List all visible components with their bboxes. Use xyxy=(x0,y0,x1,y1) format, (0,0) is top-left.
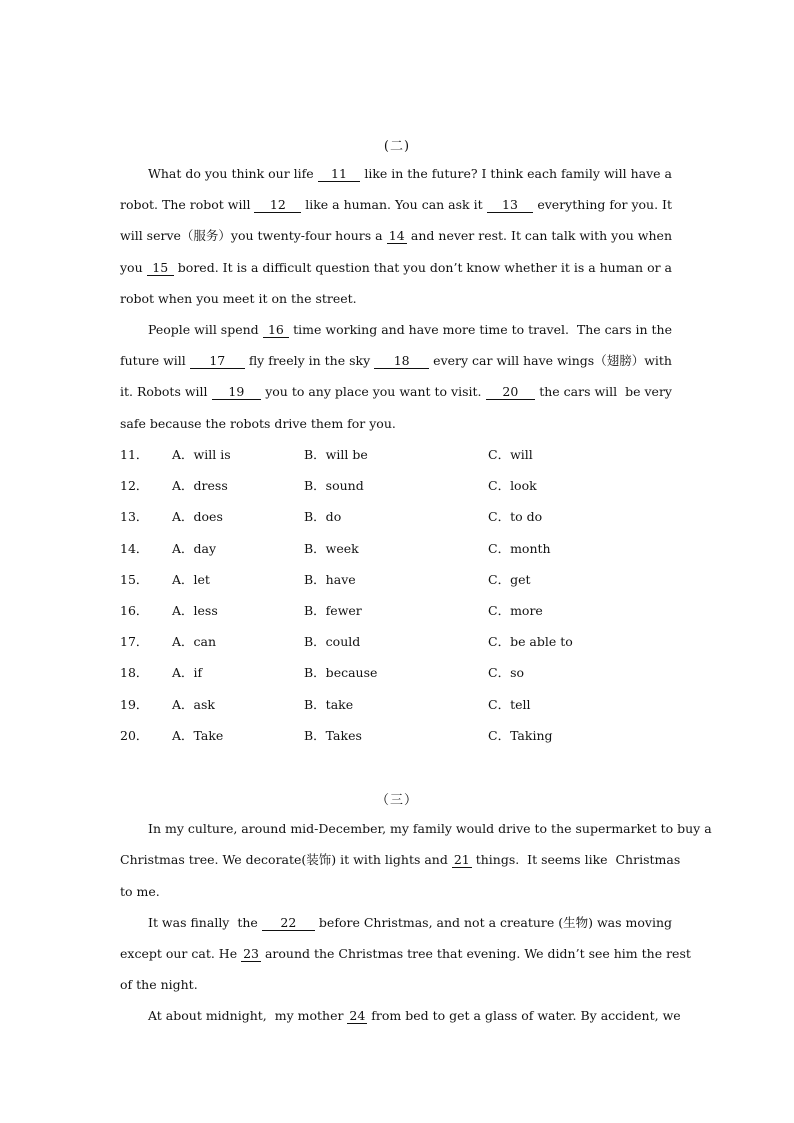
question-row xyxy=(120,509,680,525)
text-segment: time working and have more time to travel. The cars in the xyxy=(289,322,672,337)
s2-line-4 xyxy=(120,260,672,276)
s3-line-2 xyxy=(120,852,681,868)
text-segment: before Christmas, and not a creature (生物) was moving xyxy=(314,915,672,930)
question-row xyxy=(120,478,680,494)
answer-blank[interactable]: 17 xyxy=(190,354,245,369)
text-segment: every car will have wings（翅膀）with xyxy=(429,353,672,368)
option-c[interactable]: C．get xyxy=(488,572,531,587)
question-row xyxy=(120,572,680,588)
text-segment: like in the future? I think each family will have a xyxy=(360,166,672,181)
option-b[interactable]: B．take xyxy=(304,697,354,712)
question-row xyxy=(120,634,680,650)
answer-blank[interactable]: 15 xyxy=(147,261,174,276)
option-c[interactable]: C．to do xyxy=(488,509,543,524)
option-c[interactable]: C．so xyxy=(488,665,525,680)
s3-line-3 xyxy=(120,884,672,900)
option-b[interactable]: B．week xyxy=(304,541,359,556)
answer-blank[interactable]: 18 xyxy=(374,354,429,369)
text-segment: future will xyxy=(120,353,190,368)
text-segment: everything for you. It xyxy=(533,197,672,212)
option-a[interactable]: A．Take xyxy=(172,728,224,743)
option-c[interactable]: C．look xyxy=(488,478,537,493)
option-a[interactable]: A．let xyxy=(172,572,210,587)
answer-blank[interactable]: 23 xyxy=(243,946,259,961)
text-segment: from bed to get a glass of water. By accident, we xyxy=(367,1008,681,1023)
answer-blank[interactable]: 22 xyxy=(262,916,315,931)
s2-line-2 xyxy=(120,197,672,213)
question-row xyxy=(120,447,680,463)
option-b[interactable]: B．have xyxy=(304,572,356,587)
option-c[interactable]: C．month xyxy=(488,541,551,556)
option-a[interactable]: A．can xyxy=(172,634,217,649)
option-c[interactable]: C．tell xyxy=(488,697,531,712)
text-segment: and never rest. It can talk with you when xyxy=(406,228,672,243)
question-row xyxy=(120,541,680,557)
option-b[interactable]: B．could xyxy=(304,634,361,649)
s2-line-6 xyxy=(148,322,672,338)
text-segment: What do you think our life xyxy=(148,166,318,181)
s3-line-4 xyxy=(148,915,672,931)
option-b[interactable]: B．Takes xyxy=(304,728,362,743)
section-2-title: (二) xyxy=(383,139,411,154)
text-segment: robot. The robot will xyxy=(120,197,255,212)
option-a[interactable]: A．dress xyxy=(172,478,228,493)
text-segment: fly freely in the sky xyxy=(244,353,375,368)
option-b[interactable]: B．fewer xyxy=(304,603,362,618)
question-number: 18． xyxy=(120,665,149,680)
option-b[interactable]: B．sound xyxy=(304,478,364,493)
question-number: 12． xyxy=(120,478,149,493)
option-c[interactable]: C．be able to xyxy=(488,634,573,649)
text-segment: except our cat. He xyxy=(120,946,242,961)
option-a[interactable]: A．does xyxy=(172,509,223,524)
text-segment: robot when you meet it on the street. xyxy=(120,291,357,306)
section-3-title: （三） xyxy=(375,793,418,808)
s2-line-1 xyxy=(148,166,672,182)
question-number: 13． xyxy=(120,509,149,524)
answer-blank[interactable]: 16 xyxy=(263,323,290,338)
text-segment: you xyxy=(120,260,147,275)
answer-blank[interactable]: 11 xyxy=(318,167,361,182)
s2-line-7 xyxy=(120,353,672,369)
answer-blank[interactable]: 24 xyxy=(349,1008,366,1023)
s2-line-8 xyxy=(120,384,672,400)
s3-line-5 xyxy=(120,946,691,962)
option-b[interactable]: B．because xyxy=(304,665,378,680)
question-row xyxy=(120,728,680,744)
option-a[interactable]: A．will is xyxy=(172,447,231,462)
text-segment: People will spend xyxy=(148,322,263,337)
s2-line-3 xyxy=(120,228,672,244)
text-segment: the cars will be very xyxy=(535,384,672,399)
question-number: 11． xyxy=(120,447,149,462)
question-number: 17． xyxy=(120,634,149,649)
option-b[interactable]: B．do xyxy=(304,509,342,524)
question-row xyxy=(120,603,680,619)
text-segment: Christmas tree. We decorate(装饰) it with lights and xyxy=(120,852,452,867)
question-number: 15． xyxy=(120,572,149,587)
s2-line-5 xyxy=(120,291,672,307)
option-a[interactable]: A．ask xyxy=(172,697,215,712)
s2-line-9 xyxy=(120,416,672,432)
question-number: 19． xyxy=(120,697,149,712)
answer-blank[interactable]: 20 xyxy=(486,385,536,400)
text-segment: It was finally the xyxy=(148,915,262,930)
text-segment: At about midnight, my mother xyxy=(148,1008,348,1023)
option-c[interactable]: C．Taking xyxy=(488,728,553,743)
question-row xyxy=(120,697,680,713)
answer-blank[interactable]: 13 xyxy=(487,198,534,213)
text-segment: safe because the robots drive them for you. xyxy=(120,416,396,431)
question-number: 20． xyxy=(120,728,149,743)
text-segment: In my culture, around mid-December, my family would drive to the supermarket to buy a xyxy=(148,821,712,836)
text-segment: will serve（服务）you twenty-four hours a xyxy=(120,228,387,243)
text-segment: it. Robots will xyxy=(120,384,212,399)
option-a[interactable]: A．less xyxy=(172,603,218,618)
answer-blank[interactable]: 14 xyxy=(387,229,407,244)
question-row xyxy=(120,665,680,681)
option-a[interactable]: A．if xyxy=(172,665,203,680)
text-segment: like a human. You can ask it xyxy=(301,197,487,212)
answer-blank[interactable]: 12 xyxy=(254,198,301,213)
s3-line-1 xyxy=(148,821,712,837)
question-number: 14． xyxy=(120,541,149,556)
text-segment: you to any place you want to visit. xyxy=(261,384,486,399)
text-segment: to me. xyxy=(120,884,160,899)
text-segment: of the night. xyxy=(120,977,198,992)
text-segment: bored. It is a difficult question that you don’t know whether it is a human or a xyxy=(173,260,672,275)
text-segment: around the Christmas tree that evening. We didn’t see him the rest xyxy=(260,946,691,961)
option-c[interactable]: C．more xyxy=(488,603,543,618)
answer-blank[interactable]: 19 xyxy=(212,385,262,400)
option-c[interactable]: C．will xyxy=(488,447,533,462)
option-b[interactable]: B．will be xyxy=(304,447,368,462)
question-number: 16． xyxy=(120,603,149,618)
s3-line-6 xyxy=(120,977,672,993)
option-a[interactable]: A．day xyxy=(172,541,217,556)
s3-line-7 xyxy=(148,1008,681,1024)
text-segment: things. It seems like Christmas xyxy=(471,852,681,867)
answer-blank[interactable]: 21 xyxy=(453,852,470,867)
